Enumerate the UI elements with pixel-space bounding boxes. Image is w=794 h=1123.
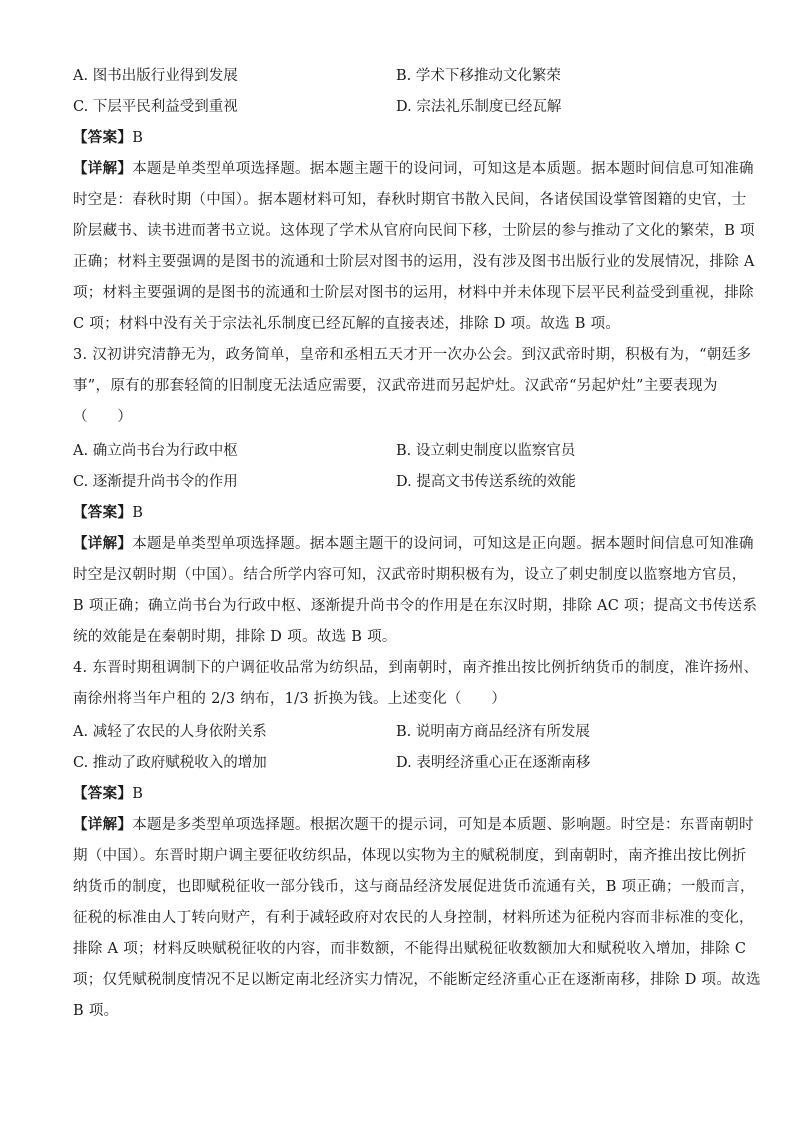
detail-text: 本题是多类型单项选择题。根据次题干的提示词，可知是本质题、影响题。时空是：东晋南朝时 <box>132 817 754 833</box>
q2-detail-line: 正确；材料主要强调的是图书的流通和士阶层对图书的运用，没有涉及图书出版行业的发展情况，排除 A <box>73 254 755 270</box>
q3-stem-line: 3. 汉初讲究清静无为，政务简单，皇帝和丞相五天才开一次办公会。到汉武帝时期，积极有为，“朝廷多 <box>73 347 752 363</box>
answer-value: B <box>132 505 144 521</box>
q3-option-c: C. 逐渐提升尚书令的作用 <box>73 474 238 490</box>
q3-answer <box>73 503 721 523</box>
q3-option-b: B. 设立刺史制度以监察官员 <box>396 443 576 459</box>
q4-stem-line: 4. 东晋时期租调制下的户调征收品常为纺织品，到南朝时，南齐推出按比例折纳货币的制度，准许扬州、 <box>73 660 759 676</box>
answer-tag: 【答案】 <box>73 129 133 146</box>
q2-detail-line: C 项；材料中没有关于宗法礼乐制度已经瓦解的直接表述，排除 D 项。故选 B 项。 <box>73 316 621 332</box>
q4-detail-line: 项；仅凭赋税制度情况不足以断定南北经济实力情况，不能断定经济重心正在逐渐南移，排除 D 项。故选 <box>73 972 761 988</box>
q4-detail-line: 纳货币的制度，也即赋税征收一部分钱币，这与商品经济发展促进货币流通有关，B 项正确；一般而言， <box>73 879 755 895</box>
q2-answer <box>73 128 721 148</box>
q4-detail-line: B 项。 <box>73 1003 119 1019</box>
q4-option-a: A. 减轻了农民的人身依附关系 <box>73 724 267 740</box>
q2-detail-line: 阶层藏书、读书进而著书立说。这体现了学术从官府向民间下移，士阶层的参与推动了文化的繁荣，B 项 <box>73 223 755 239</box>
detail-tag: 【详解】 <box>73 160 133 177</box>
q2-detail-line: 时空是：春秋时期（中国）。据本题材料可知，春秋时期官书散入民间，各诸侯国设掌管图籍的史官，士 <box>73 192 747 208</box>
answer-tag: 【答案】 <box>73 504 133 521</box>
detail-tag: 【详解】 <box>73 816 133 833</box>
q2-detail-line <box>73 159 754 179</box>
q3-detail-line <box>73 534 754 554</box>
q2-option-c: C. 下层平民利益受到重视 <box>73 99 238 115</box>
answer-value: B <box>132 786 144 802</box>
q4-detail-line: 期（中国）。东晋时期户调主要征收纺织品，体现以实物为主的赋税制度，到南朝时，南齐推出按比例折 <box>73 848 747 864</box>
q2-option-b: B. 学术下移推动文化繁荣 <box>396 68 561 84</box>
q4-option-b: B. 说明南方商品经济有所发展 <box>396 724 590 740</box>
q3-detail-line: 统的效能是在秦朝时期，排除 D 项。故选 B 项。 <box>73 629 397 645</box>
answer-value: B <box>132 130 144 146</box>
q3-detail-line: B 项正确；确立尚书台为行政中枢、逐渐提升尚书令的作用是在东汉时期，排除 AC 项；提高文书传送系 <box>73 598 758 614</box>
q4-detail-line: 排除 A 项；材料反映赋税征收的内容，而非数额，不能得出赋税征收数额加大和赋税收入增加，排除 C <box>73 941 747 957</box>
detail-text: 本题是单类型单项选择题。据本题主题干的设问词，可知这是本质题。据本题时间信息可知准确 <box>132 161 754 177</box>
q3-stem-line: （ ） <box>73 409 133 425</box>
q3-option-a: A. 确立尚书台为行政中枢 <box>73 443 238 459</box>
answer-tag: 【答案】 <box>73 785 133 802</box>
q2-detail-line: 项；材料主要强调的是图书的流通和士阶层对图书的运用，材料中并未体现下层平民利益受到重视，排除 <box>73 285 754 301</box>
q4-detail-line <box>73 815 754 835</box>
q3-stem-line: 事”，原有的那套轻简的旧制度无法适应需要，汉武帝进而另起炉灶。汉武帝“另起炉灶”主要表现为 <box>73 378 718 394</box>
q4-detail-line: 征税的标准由人丁转向财产，有利于减轻政府对农民的人身控制，材料所述为征税内容而非标准的变化， <box>73 910 754 926</box>
q4-option-d: D. 表明经济重心正在逐渐南移 <box>396 755 591 771</box>
q2-option-a: A. 图书出版行业得到发展 <box>73 68 238 84</box>
q3-option-d: D. 提高文书传送系统的效能 <box>396 474 576 490</box>
q4-stem-line: 南徐州将当年户租的 2/3 纳布，1/3 折换为钱。上述变化（ ） <box>73 691 507 707</box>
q2-option-d: D. 宗法礼乐制度已经瓦解 <box>396 99 562 115</box>
q4-answer <box>73 784 721 804</box>
q4-option-c: C. 推动了政府赋税收入的增加 <box>73 755 267 771</box>
detail-tag: 【详解】 <box>73 535 133 552</box>
detail-text: 本题是单类型单项选择题。据本题主题干的设问词，可知这是正向题。据本题时间信息可知准确 <box>132 536 754 552</box>
q3-detail-line: 时空是汉朝时期（中国）。结合所学内容可知，汉武帝时期积极有为，设立了刺史制度以监察地方官员， <box>73 567 747 583</box>
